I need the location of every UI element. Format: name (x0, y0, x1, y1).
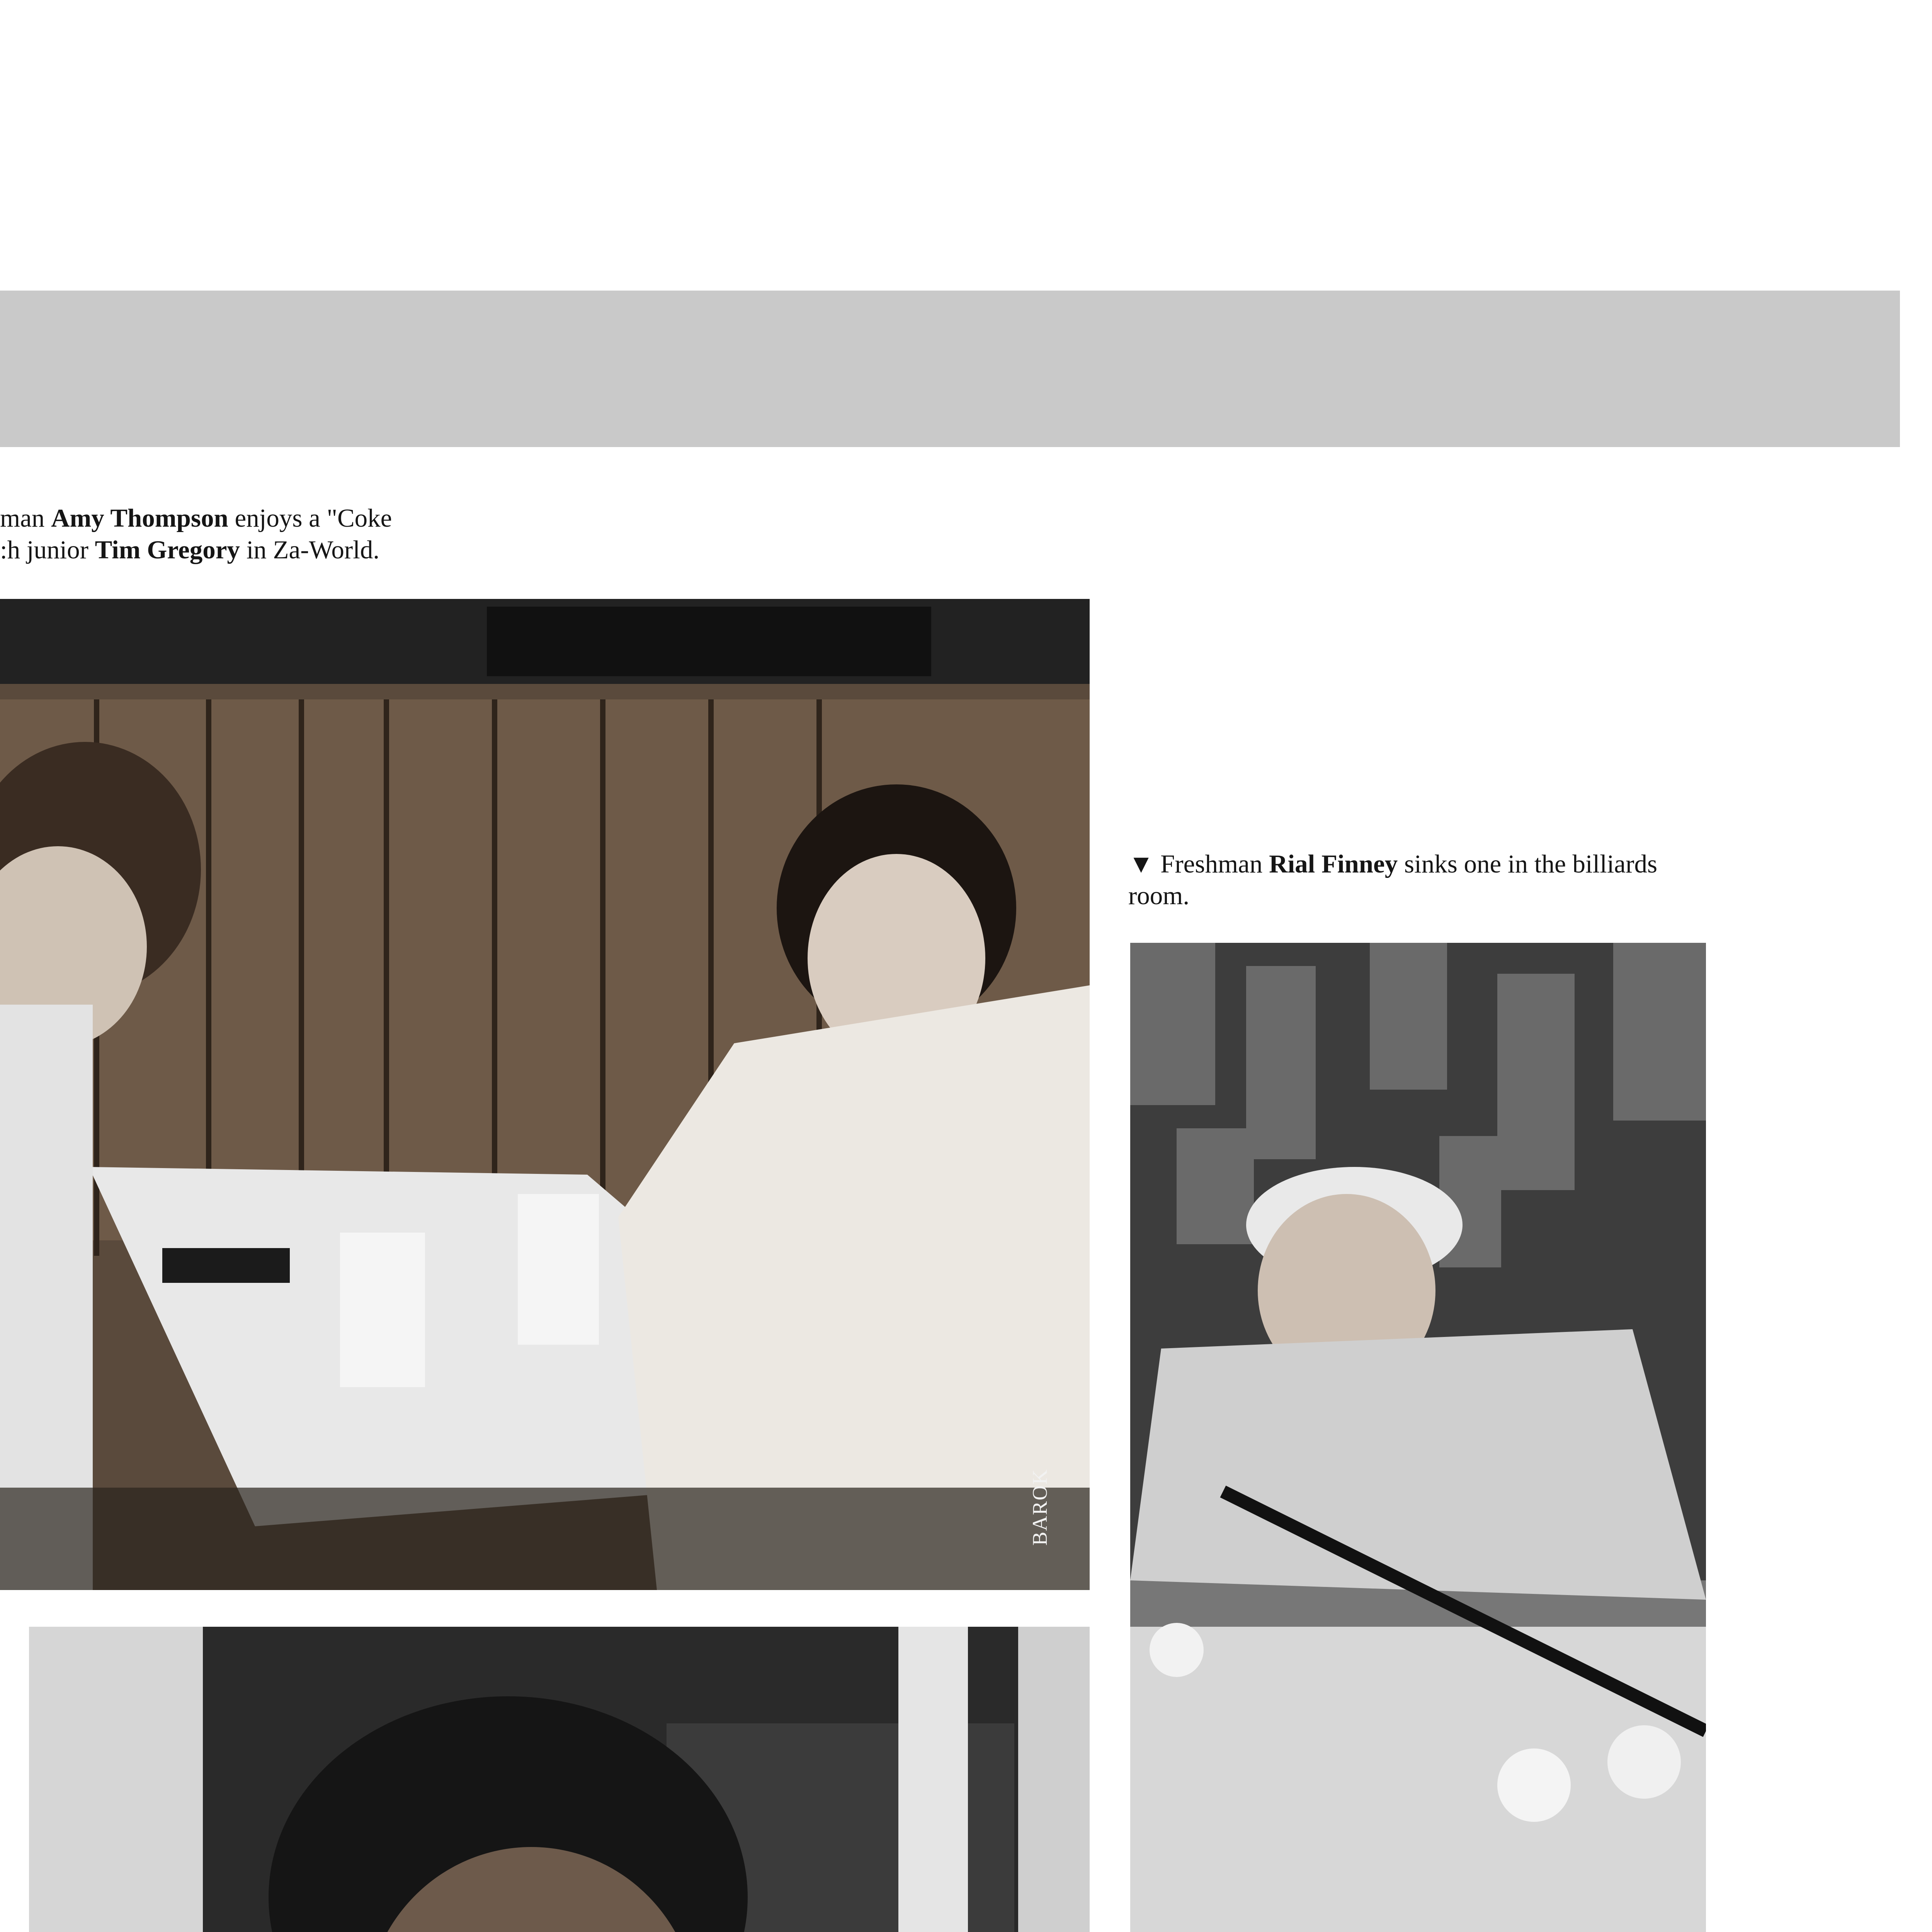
caption-line-1: man Amy Thompson enjoys a "Coke (0, 504, 392, 532)
billiards-photo (1130, 943, 1706, 1932)
caption-billiards: ▼ Freshman Rial Finney sinks one in the billiards room. (1128, 850, 1658, 910)
phone-photo (29, 1627, 1090, 1932)
caption-line-2: :h junior Tim Gregory in Za-World. (0, 536, 380, 564)
down-arrow-icon: ▼ (1128, 850, 1154, 878)
caption-za-world (0, 502, 487, 566)
booth-scene (0, 599, 1090, 1590)
header-band (0, 291, 1900, 447)
booth-table-photo (0, 599, 1090, 1590)
billiards-scene (1130, 943, 1706, 1932)
photo-credit: BAROK (1028, 1468, 1051, 1546)
phone-scene (29, 1627, 1090, 1932)
